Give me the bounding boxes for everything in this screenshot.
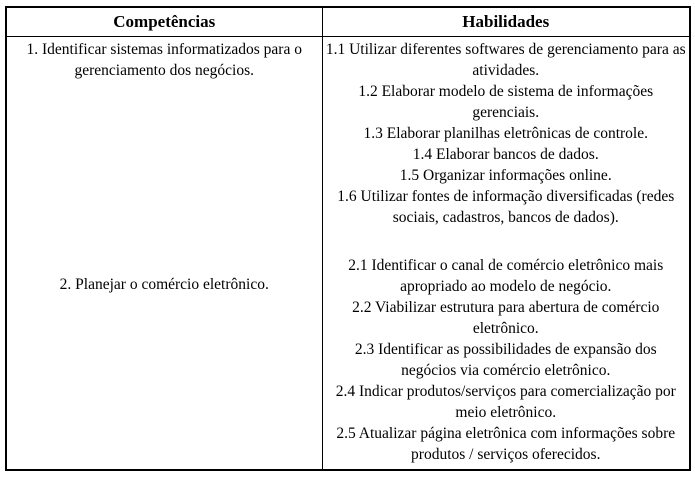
column-header-competencias: Competências <box>6 7 322 37</box>
competencia-item-2: 2. Planejar o comércio eletrônico. <box>59 276 269 293</box>
table-body-row <box>6 37 690 471</box>
habilidade-item-1-4: 1.4 Elaborar bancos de dados. <box>412 146 599 163</box>
habilidade-item-2-3: 2.3 Identificar as possibilidades de expansão dos negócios via comércio eletrônico. <box>354 341 657 379</box>
habilidade-item-1-6: 1.6 Utilizar fontes de informação diversificadas (redes sociais, cadastros, bancos de dados). <box>337 188 675 226</box>
competencia-item-1: 1. Identificar sistemas informatizados para o gerenciamento dos negócios. <box>26 41 302 79</box>
table-header-row <box>6 7 690 37</box>
habilidade-item-2-1: 2.1 Identificar o canal de comércio eletrônico mais apropriado ao modelo de negócio. <box>348 257 664 295</box>
column-header-habilidades: Habilidades <box>322 7 690 37</box>
habilidade-item-1-3: 1.3 Elaborar planilhas eletrônicas de controle. <box>363 125 648 142</box>
habilidade-item-2-5: 2.5 Atualizar página eletrônica com informações sobre produtos / serviços oferecidos. <box>336 425 676 463</box>
habilidade-item-1-5: 1.5 Organizar informações online. <box>399 167 612 184</box>
habilidade-item-1-2: 1.2 Elaborar modelo de sistema de informações gerenciais. <box>358 83 654 121</box>
habilidades-group-1 <box>326 39 687 228</box>
competencias-habilidades-table <box>5 6 691 471</box>
habilidades-group-2 <box>326 255 687 465</box>
habilidades-cell <box>322 37 690 471</box>
habilidade-item-2-4: 2.4 Indicar produtos/serviços para comercialização por meio eletrônico. <box>335 383 676 421</box>
competencias-cell <box>6 37 322 471</box>
habilidade-item-1-1: 1.1 Utilizar diferentes softwares de gerenciamento para as atividades. <box>325 41 686 79</box>
habilidade-item-2-2: 2.2 Viabilizar estrutura para abertura de comércio eletrônico. <box>352 299 660 337</box>
